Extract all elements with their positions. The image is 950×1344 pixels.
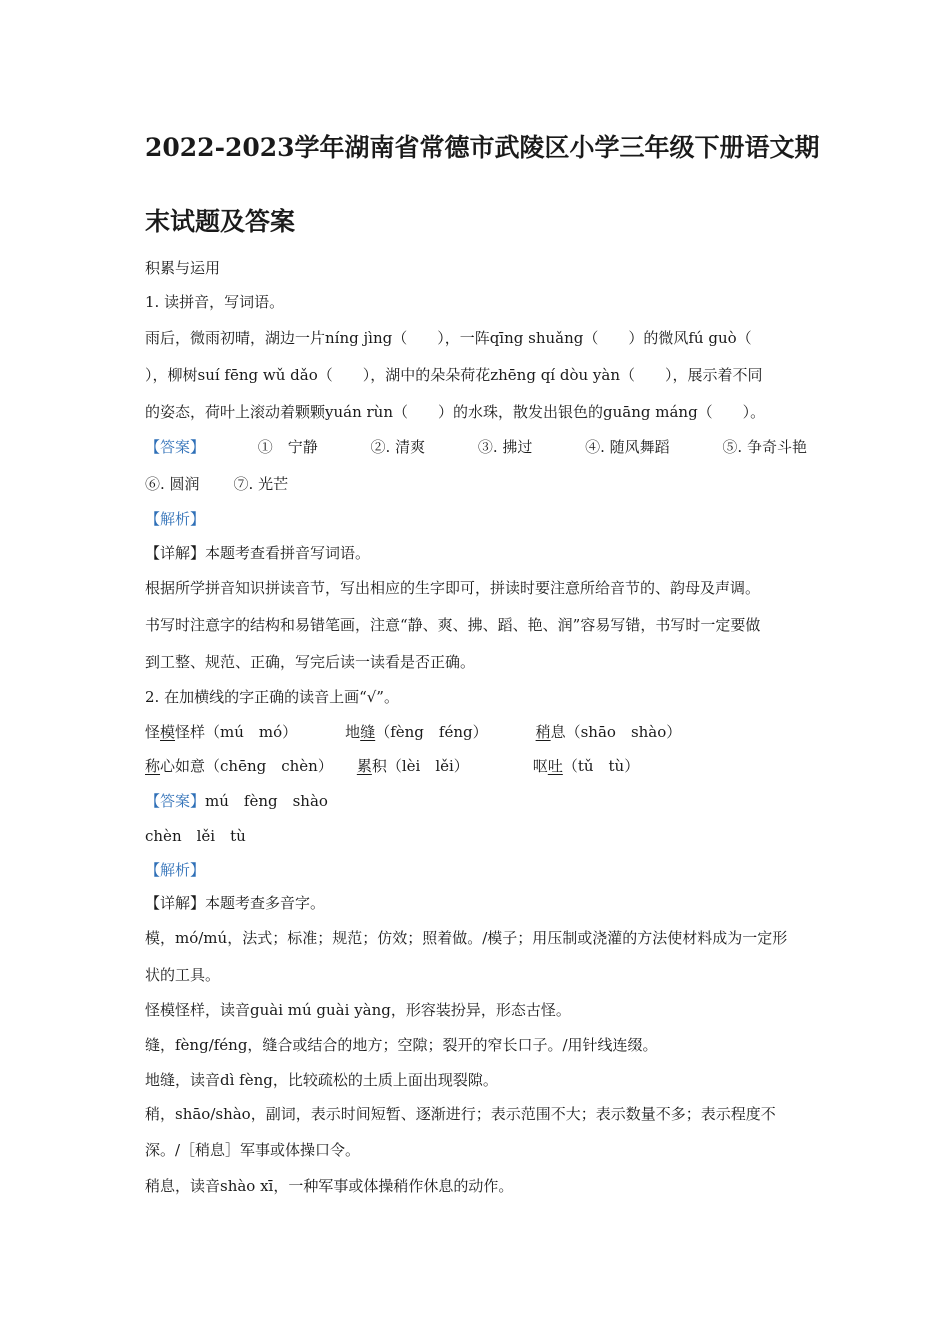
- q2-explain-6: 稍，shāo/shào，副词，表示时间短暂、逐渐进行；表示范围不大；表示数量不多；表示程度不: [145, 1105, 776, 1123]
- answer-item: ②. 清爽: [370, 438, 426, 456]
- q2-explain-1: 模，mó/mú，法式；标准；规范；仿效；照着做。/模子；用压制或浇灌的方法使材料成为一定形: [145, 929, 788, 947]
- q2-item: 呕吐（tǔ tù）: [532, 757, 640, 775]
- analysis-tag: 【解析】: [145, 510, 206, 528]
- answer-item: ③. 拂过: [477, 438, 533, 456]
- q2-explain-7: 深。/［稍息］军事或体操口令。: [145, 1141, 361, 1159]
- q2-item-row-2: [145, 756, 639, 776]
- section-heading: 积累与运用: [145, 259, 221, 277]
- page-title-line-2: 末试题及答案: [145, 207, 296, 236]
- underlined-char: 稍: [535, 723, 551, 741]
- q1-answer-row-2: [145, 474, 288, 494]
- q1-paragraph-line-2: [145, 365, 807, 385]
- q2-item: 累积（lèi lěi）: [356, 757, 469, 775]
- answer-item: ⑦. 光芒: [233, 475, 289, 493]
- q1-detail-line-3: 到工整、规范、正确，写完后读一读看是否正确。: [145, 653, 476, 671]
- answer-item: ⑥. 圆润: [145, 475, 200, 493]
- q1-detail-line-2: 书写时注意字的结构和易错笔画，注意“静、爽、拂、蹈、艳、润”容易写错，书写时一定要做: [145, 616, 761, 634]
- analysis-tag: 【解析】: [145, 861, 206, 879]
- q2-item: 稍息（shāo shào）: [535, 723, 682, 741]
- answer-tag: 【答案】: [145, 792, 206, 810]
- q1-paragraph-line-1: [145, 328, 807, 348]
- q2-item: 地缝（fèng féng）: [345, 723, 488, 741]
- q2-detail: 【详解】本题考查多音字。: [145, 894, 326, 912]
- q2-explain-2: 状的工具。: [145, 966, 221, 984]
- q2-answer-row-2: chèn lěi tù: [145, 827, 246, 845]
- q1-answer-row-1: [145, 437, 807, 457]
- q2-answer-values: mú fèng shào: [205, 792, 328, 810]
- answer-item: ⑤. 争奇斗艳: [722, 438, 807, 456]
- q2-explain-3: 怪模怪样，读音guài mú guài yàng，形容装扮异，形态古怪。: [145, 1001, 571, 1019]
- q1-p1: 雨后，微雨初晴，湖边一片níng jìng（ ），一阵qīng shuǎng（ ）的微风fú guò（: [145, 329, 752, 347]
- underlined-char: 累: [356, 757, 372, 775]
- q2-explain-8: 稍息，读音shào xī，一种军事或体操稍作休息的动作。: [145, 1177, 514, 1195]
- answer-item: ① 宁静: [257, 438, 318, 456]
- q1-detail-line-1: 根据所学拼音知识拼读音节，写出相应的生字即可，拼读时要注意所给音节的、韵母及声调。: [145, 579, 761, 597]
- q2-item: 怪模怪样（mú mó）: [145, 723, 298, 741]
- underlined-char: 模: [160, 723, 176, 741]
- q2-item-row-1: [145, 722, 681, 742]
- q2-explain-5: 地缝，读音dì fèng，比较疏松的土质上面出现裂隙。: [145, 1071, 498, 1089]
- q1-paragraph-line-3: 的姿态，荷叶上滚动着颗颗yuán rùn（ ）的水珠，散发出银色的guāng máng（ ）。: [145, 403, 766, 421]
- page-title-line-1: 2022-2023学年湖南省常德市武陵区小学三年级下册语文期: [145, 133, 820, 162]
- q1-p2: ），柳树suí fēng wǔ dǎo（ ），湖中的朵朵荷花zhēng qí dòu yàn（ ），展示着不同: [145, 366, 763, 384]
- underlined-char: 吐: [547, 757, 563, 775]
- q2-prompt: 2. 在加横线的字正确的读音上画“√”。: [145, 688, 399, 706]
- q2-answer-row-1: [145, 791, 328, 811]
- q1-detail: 【详解】本题考查看拼音写词语。: [145, 544, 371, 562]
- answer-item: ④. 随风舞蹈: [585, 438, 670, 456]
- q2-item: 称心如意（chēng chèn）: [145, 757, 333, 775]
- underlined-char: 缝: [360, 723, 376, 741]
- answer-tag: 【答案】: [145, 438, 206, 456]
- q2-explain-4: 缝，fèng/féng，缝合或结合的地方；空隙；裂开的窄长口子。/用针线连缀。: [145, 1036, 658, 1054]
- q1-prompt: 1. 读拼音，写词语。: [145, 293, 285, 311]
- underlined-char: 称: [145, 757, 161, 775]
